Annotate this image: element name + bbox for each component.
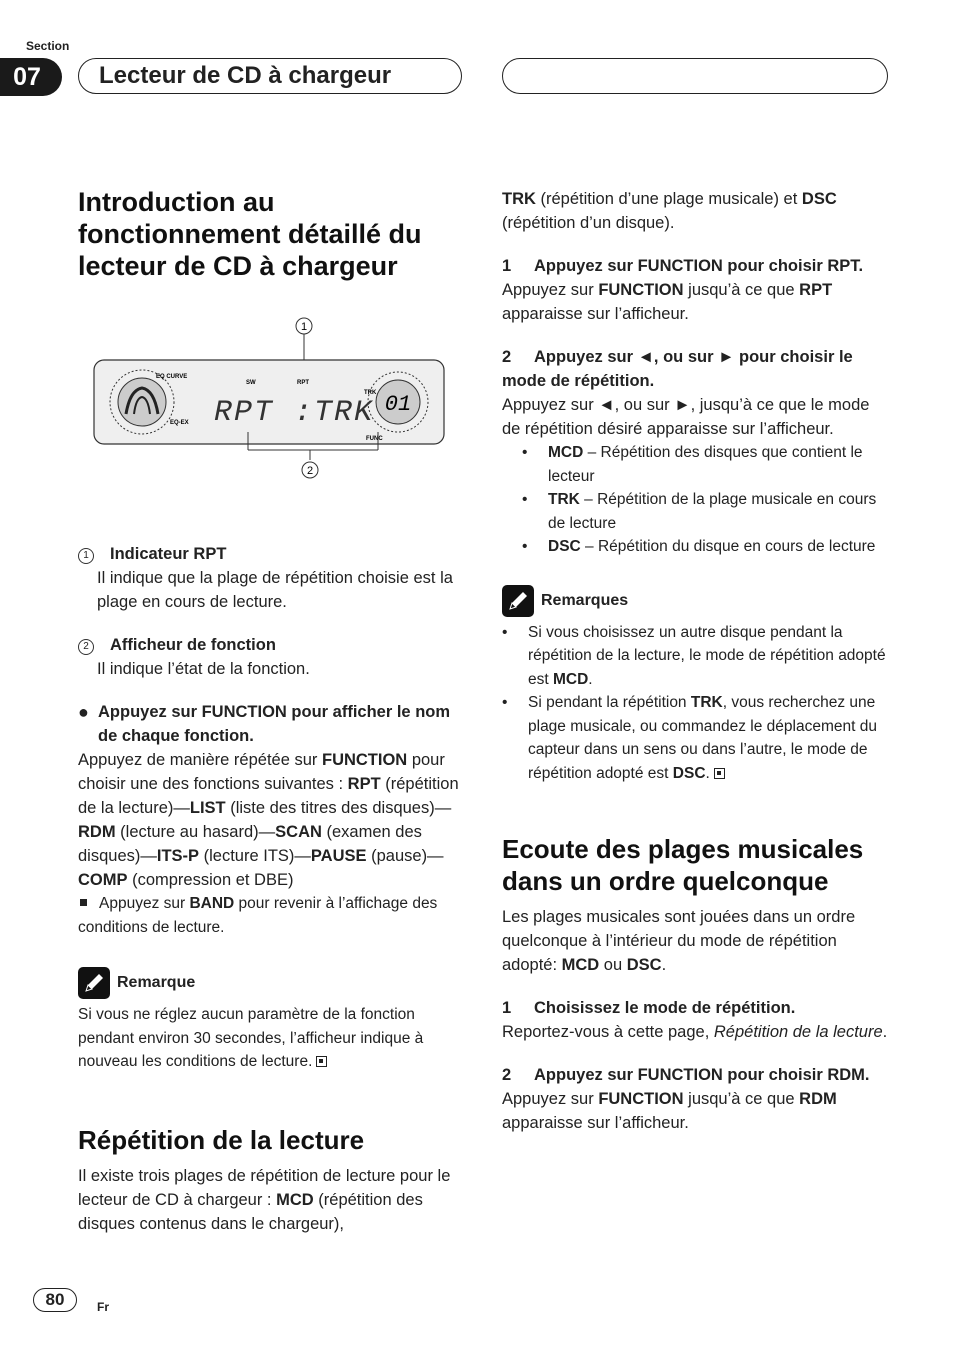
- list-item: • DSC – Répétition du disque en cours de lecture: [522, 538, 876, 555]
- step-number: 1: [502, 257, 512, 275]
- mode-list: [502, 441, 892, 559]
- note-item: • Si pendant la répétition TRK, vous recherchez une plage musicale, ou commandez le déplacement du capteur dans un sens ou dans l’autre, le mode de répétition adopté est DSC.: [502, 694, 877, 782]
- function-step-body: Appuyez de manière répétée sur FUNCTION pour choisir une des fonctions suivantes : RPT (répétition de la lecture)—LIST (liste des titres des disques)—RDM (lecture au hasard)—SCAN (examen des disques)—ITS-P (lecture ITS)—PAUSE (pause)—COMP (compression et DBE): [78, 751, 459, 889]
- section-label: Section: [26, 39, 70, 53]
- eq-curve-label: EQ CURVE: [156, 374, 188, 380]
- step-2: [502, 345, 892, 559]
- callout-item-1: [78, 542, 468, 614]
- random-intro: Les plages musicales sont jouées dans un ordre quelconque à l’intérieur du mode de répétition adopté: MCD ou DSC.: [502, 908, 856, 974]
- note-text: Si vous ne réglez aucun paramètre de la fonction pendant environ 30 secondes, l’afficheur indique à nouveau les conditions de lecture.: [78, 1006, 424, 1070]
- random-step-2: [502, 1063, 892, 1135]
- callout-desc: Il indique que la plage de répétition choisie est la plage en cours de lecture.: [97, 569, 453, 611]
- trk-label: TRK: [364, 390, 377, 396]
- callout-number: 1: [78, 548, 94, 564]
- note-title: Remarque: [117, 974, 196, 991]
- repeat-intro: Il existe trois plages de répétition de lecture pour le lecteur de CD à chargeur : MCD (répétition des disques contenus dans le chargeur),: [78, 1166, 451, 1233]
- display-figure: [78, 312, 448, 492]
- random-step-1: [502, 996, 892, 1044]
- note-block: [78, 967, 468, 1074]
- section-title: Lecteur de CD à chargeur: [78, 58, 462, 94]
- callout-item-2: [78, 633, 468, 681]
- left-column: [78, 186, 468, 1236]
- step-number: 2: [502, 348, 512, 366]
- language-label: Fr: [97, 1300, 109, 1314]
- callout-desc: Il indique l’état de la fonction.: [97, 660, 310, 678]
- note-pencil-icon: [502, 585, 534, 617]
- function-step: [78, 700, 468, 939]
- repeat-heading: Répétition de la lecture: [78, 1124, 365, 1155]
- callout-title: Indicateur RPT: [110, 545, 227, 563]
- step-body: Appuyez sur FUNCTION jusqu’à ce que RPT apparaisse sur l’afficheur.: [502, 281, 833, 323]
- list-item: • TRK – Répétition de la plage musicale en cours de lecture: [522, 491, 877, 532]
- bullet-dot: ●: [78, 702, 89, 722]
- step-title: Appuyez sur ◄, ou sur ► pour choisir le mode de répétition.: [502, 348, 853, 390]
- func-label: FUNC: [366, 436, 383, 442]
- callout-title: Afficheur de fonction: [110, 636, 276, 654]
- step-body: Appuyez sur ◄, ou sur ►, jusqu’à ce que le mode de répétition désiré apparaisse sur l’afficheur.: [502, 396, 870, 438]
- notes-block: [502, 585, 892, 786]
- cross-reference: Répétition de la lecture: [713, 1023, 883, 1041]
- random-heading: Ecoute des plages musicales dans un ordre quelconque: [502, 834, 864, 896]
- list-item: • MCD – Répétition des disques que contient le lecteur: [522, 444, 863, 485]
- notes-title: Remarques: [541, 591, 629, 609]
- track-number: 01: [384, 392, 412, 417]
- eq-ex-label: EQ-EX: [170, 420, 189, 426]
- step-title: Choisissez le mode de répétition.: [534, 999, 796, 1017]
- callout-2-mark: 2: [306, 465, 314, 477]
- repeat-intro-cont: TRK (répétition d’une plage musicale) et DSC (répétition d’un disque).: [502, 190, 837, 232]
- step-title: Appuyez sur FUNCTION pour choisir RPT.: [534, 257, 864, 275]
- end-mark-icon: [316, 1056, 327, 1067]
- step-body: Reportez-vous à cette page, Répétition de la lecture.: [502, 1023, 888, 1041]
- step-number: 2: [502, 1066, 512, 1084]
- function-step-title: Appuyez sur FUNCTION pour afficher le nom de chaque fonction.: [98, 703, 451, 745]
- note-item: • Si vous choisissez un autre disque pendant la répétition de la lecture, le mode de répétition adopté est MCD.: [502, 623, 886, 688]
- sw-label: SW: [246, 380, 256, 386]
- right-column: [502, 187, 892, 1135]
- step-title: Appuyez sur FUNCTION pour choisir RDM.: [534, 1066, 870, 1084]
- end-mark-icon: [714, 768, 725, 779]
- callout-number: 2: [78, 639, 94, 655]
- header-empty-box: [502, 58, 888, 94]
- note-pencil-icon: [78, 967, 110, 999]
- rpt-label: RPT: [297, 380, 309, 386]
- function-step-sub: Appuyez sur BAND pour revenir à l’affichage des conditions de lecture.: [78, 895, 438, 936]
- callout-list: [78, 542, 468, 681]
- section-number-badge: 07: [0, 58, 62, 96]
- step-body: Appuyez sur FUNCTION jusqu’à ce que RDM apparaisse sur l’afficheur.: [502, 1090, 837, 1132]
- step-1: [502, 254, 892, 326]
- square-bullet: [80, 899, 87, 906]
- callout-1-mark: 1: [300, 321, 308, 333]
- cd-display-illustration: [78, 312, 448, 492]
- step-number: 1: [502, 999, 512, 1017]
- display-main-text: RPT :TRK: [214, 396, 375, 430]
- intro-title: Introduction au fonctionnement détaillé du lecteur de CD à chargeur: [78, 187, 422, 281]
- page-number: 80: [33, 1288, 77, 1312]
